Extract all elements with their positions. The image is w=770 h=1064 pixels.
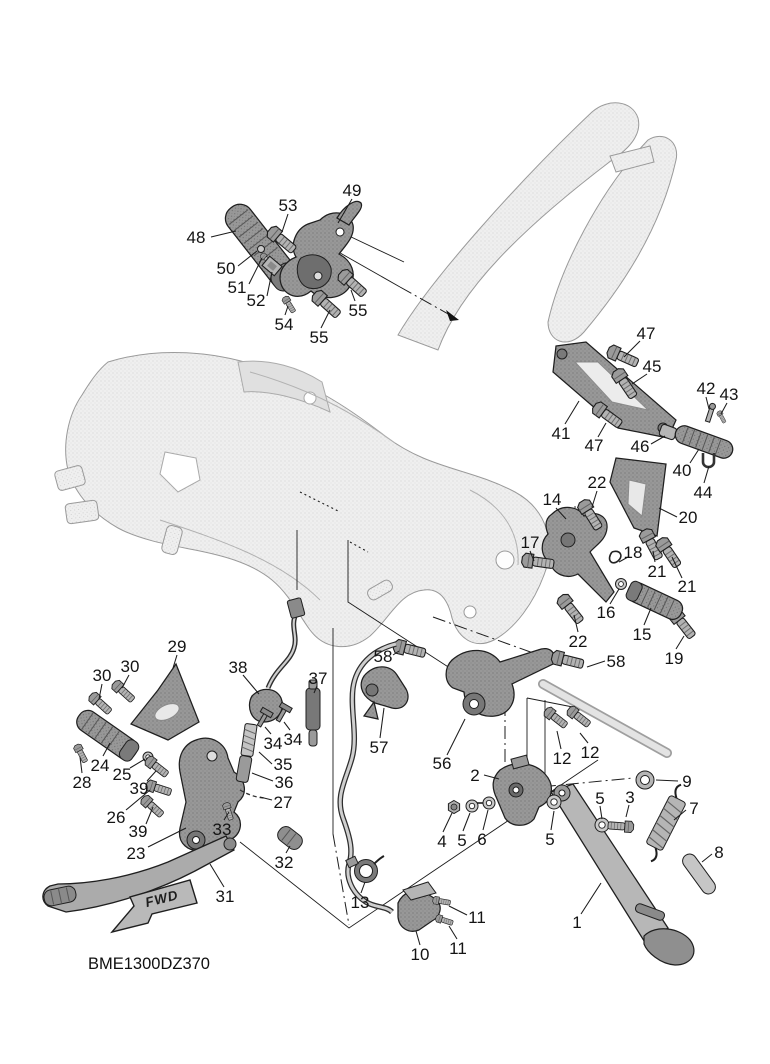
callout-label: 20 bbox=[678, 508, 698, 527]
callout-label: 22 bbox=[587, 473, 607, 492]
footrest-bracket-14 bbox=[542, 507, 614, 602]
callout-label: 33 bbox=[212, 820, 232, 839]
callout-label: 27 bbox=[273, 793, 293, 812]
callout-leader bbox=[463, 813, 470, 831]
callout-label: 7 bbox=[689, 799, 699, 818]
callout-label: 26 bbox=[106, 808, 126, 827]
side-stand-pivot-hole bbox=[559, 790, 565, 796]
callout-leader bbox=[380, 708, 384, 738]
callout-leader bbox=[210, 864, 224, 887]
callout-leader bbox=[580, 733, 588, 743]
callout-label: 32 bbox=[274, 853, 294, 872]
callout-label: 29 bbox=[167, 637, 187, 656]
callout-label: 42 bbox=[696, 379, 716, 398]
bracket-56 bbox=[446, 649, 554, 717]
callout-label: 47 bbox=[584, 436, 604, 455]
callout-leader bbox=[651, 436, 665, 444]
callout-label: 49 bbox=[342, 181, 362, 200]
spring-clip-18 bbox=[610, 551, 621, 563]
callout-leader bbox=[587, 661, 605, 667]
callout-leader bbox=[284, 722, 290, 730]
bracket-23-pivot-hole bbox=[193, 837, 200, 844]
callout-leader bbox=[416, 931, 420, 945]
callout-label: 45 bbox=[642, 357, 662, 376]
callout-leader bbox=[282, 214, 288, 232]
callout-leader bbox=[557, 731, 561, 749]
callout-leader bbox=[592, 491, 597, 507]
bracket-23-hole bbox=[207, 751, 217, 761]
callout-label: 46 bbox=[630, 437, 650, 456]
callout-label: 18 bbox=[623, 543, 643, 562]
callout-leader bbox=[447, 719, 465, 755]
bolt-58b bbox=[550, 650, 584, 671]
callout-label: 30 bbox=[92, 666, 112, 685]
callout-label: 21 bbox=[647, 562, 667, 581]
callout-label: 55 bbox=[348, 301, 368, 320]
callout-leader bbox=[565, 401, 579, 424]
callout-label: 44 bbox=[693, 483, 713, 502]
bolt-39a bbox=[143, 755, 170, 780]
callout-label: 50 bbox=[216, 259, 236, 278]
bolt-30b bbox=[110, 679, 137, 704]
callout-leader bbox=[443, 813, 452, 832]
callout-label: 13 bbox=[350, 893, 370, 912]
washer-50 bbox=[258, 246, 265, 253]
side-stand-1-bar bbox=[551, 784, 668, 944]
bracket-57-boss bbox=[366, 684, 378, 696]
washer-5c bbox=[595, 818, 609, 832]
callout-label: 36 bbox=[274, 773, 294, 792]
stand-bracket-2 bbox=[493, 764, 551, 826]
callout-label: 14 bbox=[542, 490, 562, 509]
callout-label: 51 bbox=[227, 278, 247, 297]
washer-5b bbox=[547, 795, 561, 809]
callout-label: 12 bbox=[552, 749, 572, 768]
bolt-22b bbox=[555, 592, 586, 626]
callout-label: 5 bbox=[545, 830, 555, 849]
callout-label: 31 bbox=[215, 887, 235, 906]
callout-label: 41 bbox=[551, 424, 571, 443]
callout-leader bbox=[551, 811, 554, 830]
washer-6 bbox=[477, 797, 495, 809]
bracket-41-boss bbox=[557, 349, 567, 359]
callout-leader bbox=[243, 675, 259, 694]
callout-label: 5 bbox=[457, 831, 467, 850]
footrest-15 bbox=[624, 580, 685, 623]
callout-label: 17 bbox=[520, 533, 540, 552]
callout-label: 11 bbox=[449, 939, 467, 958]
callout-label: 34 bbox=[283, 730, 303, 749]
frame-hole-small bbox=[464, 606, 476, 618]
callout-label: 54 bbox=[274, 315, 294, 334]
bracket-hole bbox=[336, 228, 344, 236]
callout-label: 43 bbox=[719, 385, 739, 404]
callout-label: 39 bbox=[129, 779, 149, 798]
ring-9 bbox=[636, 771, 654, 789]
callout-label: 16 bbox=[596, 603, 616, 622]
collar-36 bbox=[236, 755, 252, 783]
callout-label: 10 bbox=[410, 945, 430, 964]
callout-label: 38 bbox=[228, 658, 248, 677]
spring-7 bbox=[639, 782, 692, 863]
spring-35 bbox=[241, 723, 257, 756]
callout-leader bbox=[259, 752, 272, 764]
washer-16 bbox=[616, 579, 627, 590]
callout-label: 39 bbox=[128, 822, 148, 841]
callout-label: 52 bbox=[246, 291, 266, 310]
callout-leader bbox=[321, 310, 330, 328]
callout-label: 12 bbox=[580, 743, 600, 762]
passenger-footrest-group-left bbox=[220, 199, 369, 320]
callout-label: 15 bbox=[632, 625, 652, 644]
callout-label: 30 bbox=[120, 657, 140, 676]
callout-leader bbox=[361, 882, 365, 893]
lever-pivot-end bbox=[224, 838, 236, 850]
callout-label: 35 bbox=[273, 755, 293, 774]
callout-leader bbox=[656, 780, 678, 781]
callout-label: 9 bbox=[682, 772, 692, 791]
callout-leader bbox=[598, 423, 606, 437]
switch-37 bbox=[306, 680, 320, 746]
fwd-arrow-label: FWD bbox=[143, 887, 181, 910]
callout-leader bbox=[122, 675, 129, 688]
swingarm-pivot-hole bbox=[496, 551, 514, 569]
callout-leader bbox=[260, 797, 272, 800]
callout-leader bbox=[676, 636, 684, 649]
callout-label: 55 bbox=[309, 328, 329, 347]
callout-label: 23 bbox=[126, 844, 146, 863]
bracket-14-boss bbox=[561, 533, 575, 547]
callout-leader bbox=[285, 306, 288, 315]
callout-label: 22 bbox=[568, 632, 588, 651]
callout-label: 28 bbox=[72, 773, 92, 792]
bolt-54 bbox=[281, 295, 297, 314]
pedal-rubber-32 bbox=[275, 824, 305, 853]
callout-leader bbox=[659, 508, 677, 517]
callout-label: 25 bbox=[112, 765, 132, 784]
bracket-57-arm bbox=[364, 702, 378, 719]
callout-leader bbox=[449, 926, 457, 939]
callout-leader bbox=[252, 773, 273, 781]
callout-leader bbox=[702, 854, 712, 862]
callout-label: 56 bbox=[432, 754, 452, 773]
callout-label: 19 bbox=[664, 649, 684, 668]
callout-leader bbox=[130, 759, 145, 768]
callout-leader bbox=[211, 231, 236, 237]
drawing-code: BME1300DZ370 bbox=[88, 955, 210, 973]
screw-11b bbox=[435, 914, 454, 927]
bracket-56-hole bbox=[470, 700, 479, 709]
callout-leader bbox=[449, 906, 467, 915]
callout-label: 6 bbox=[477, 830, 487, 849]
callout-label: 58 bbox=[373, 647, 393, 666]
callout-label: 34 bbox=[263, 734, 283, 753]
callout-label: 3 bbox=[625, 788, 635, 807]
callout-leader bbox=[721, 403, 727, 414]
callout-label: 47 bbox=[636, 324, 656, 343]
callout-label: 57 bbox=[369, 738, 389, 757]
callout-label: 4 bbox=[437, 832, 447, 851]
callout-label: 24 bbox=[90, 756, 110, 775]
bolt-3 bbox=[608, 820, 634, 833]
callout-label: 1 bbox=[572, 913, 582, 932]
callout-leader bbox=[706, 397, 709, 409]
side-stand-foot bbox=[644, 929, 694, 965]
pin-42 bbox=[705, 403, 717, 423]
cover-8 bbox=[680, 851, 718, 896]
callout-label: 21 bbox=[677, 577, 697, 596]
callout-label: 40 bbox=[672, 461, 692, 480]
callout-leader bbox=[581, 883, 601, 914]
heel-guard-29 bbox=[131, 664, 199, 740]
callout-leader bbox=[483, 810, 488, 830]
callout-label: 2 bbox=[470, 766, 480, 785]
callout-label: 53 bbox=[278, 196, 298, 215]
callout-label: 48 bbox=[186, 228, 206, 247]
washer-5a bbox=[466, 800, 478, 812]
callout-label: 58 bbox=[606, 652, 626, 671]
callout-leader bbox=[265, 727, 271, 734]
callout-leader bbox=[624, 341, 640, 357]
bolt-26 bbox=[145, 779, 173, 798]
callout-leader bbox=[704, 466, 709, 483]
callout-label: 11 bbox=[468, 908, 486, 927]
callout-leader bbox=[644, 608, 651, 625]
hex-nut-4 bbox=[448, 801, 459, 814]
callout-label: 37 bbox=[308, 669, 328, 688]
bracket-hole2 bbox=[314, 272, 322, 280]
stand-bracket-pivot-hole bbox=[513, 787, 519, 793]
bolt-12a bbox=[542, 706, 569, 731]
callout-label: 5 bbox=[595, 789, 605, 808]
callout-label: 8 bbox=[714, 843, 724, 862]
footrest-bracket-49-core bbox=[297, 255, 331, 289]
